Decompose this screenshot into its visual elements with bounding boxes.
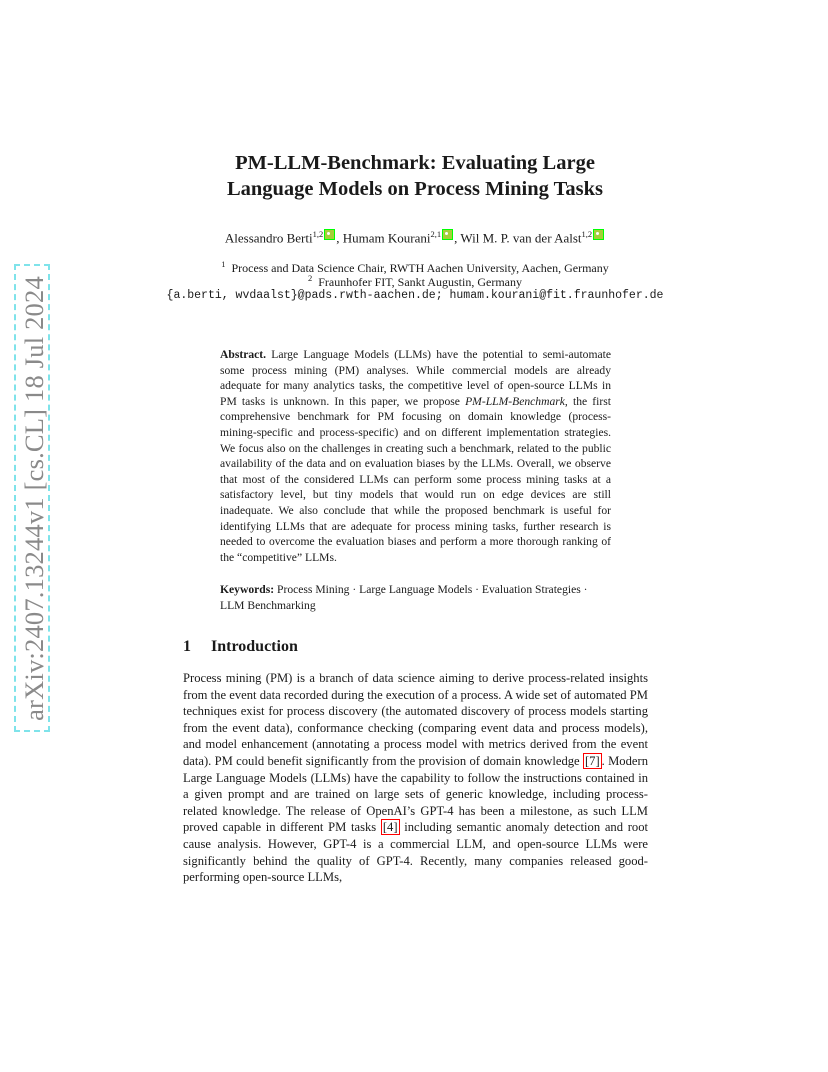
author-affil-sup: 2,1 [430, 229, 442, 239]
paper-title [150, 150, 680, 202]
title-line-2: Language Models on Process Mining Tasks [226, 178, 604, 200]
orcid-icon[interactable] [593, 229, 604, 240]
citation-link[interactable]: [4] [382, 820, 398, 835]
author-emails: {a.berti, wvdaalst}@pads.rwth-aachen.de; humam.kourani@fit.fraunhofer.de [166, 289, 664, 302]
benchmark-name: PM-LLM-Benchmark [465, 394, 565, 408]
section-number: 1 [183, 638, 191, 655]
section-title: Introduction [211, 638, 298, 655]
arxiv-id: arXiv:2407.13244v1 [cs.CL] 18 Jul 2024 [18, 275, 49, 721]
section-heading [183, 638, 298, 656]
orcid-icon[interactable] [442, 229, 453, 240]
keywords: Keywords: Process Mining · Large Language Models · Evaluation Strategies · LLM Benchmarking [220, 583, 588, 612]
abstract-label: Abstract. [220, 348, 267, 361]
citation-link[interactable]: [7] [584, 753, 600, 768]
arxiv-stamp [14, 263, 54, 733]
orcid-icon[interactable] [324, 229, 335, 240]
intro-paragraph: Process mining (PM) is a branch of data science aiming to derive process-related insights from the event data recorded during the execution of a process. A wide set of automated PM techniques exist for process discovery (the automated discovery of process models starting from the event data), conformance checking (comparing event data and process models), and model enhancement (annotating a process model with metrics derived from the event data). PM could benefit significantly from the provision of domain knowledge [7] . Modern Large Language Models (LLMs) have the capability to follow the instructions contained in a given prompt and are trained on large sets of generic knowledge, including process-related knowledge. The release of OpenAI’s GPT-4 has been a milestone, as such LLM proved capable in different PM tasks [4] including semantic anomaly detection and root cause analysis. However, GPT-4 is a commercial LLM, and open-source LLMs were significantly behind the quality of GPT-4. Recently, many companies released good-performing open-source LLMs, [183, 671, 648, 885]
title-line-1: PM-LLM-Benchmark: Evaluating Large [235, 152, 595, 174]
author-list: Alessandro Berti$^{1,2}$ , Humam Kourani$^{2,1}$ , Wil M. P. van der Aalst$^{1,2}$ [150, 229, 680, 246]
author-affil-sup: 1,2 [312, 229, 324, 239]
author-name: Wil M. P. van der Aalst [460, 230, 582, 246]
author-name: Humam Kourani [342, 230, 431, 246]
keywords-label: Keywords: [220, 583, 275, 596]
abstract: Abstract. Large Language Models (LLMs) have the potential to semi-automate some process mining (PM) analyses. While commercial models are already adequate for many analytics tasks, the competitive level of open-source LLMs in PM tasks is unknown. In this paper, we propose PM-LLM-Benchmark, the first comprehensive benchmark for PM focusing on domain knowledge (process-mining-specific and process-specific) and on different implementation strategies. We focus also on the challenges in creating such a benchmark, related to the public availability of the data and on evaluation biases by the LLMs. Overall, we observe that most of the considered LLMs can perform some process mining tasks at a satisfactory level, but tiny models that would run on edge devices are still inadequate. We also conclude that while the proposed benchmark is useful for identifying LLMs that are adequate for process mining tasks, further research is needed to overcome the evaluation biases and perform a more thorough ranking of the “competitive” LLMs. [220, 348, 611, 564]
author-name: Alessandro Berti [224, 230, 313, 246]
affiliation-1: $^1$ Process and Data Science Chair, RWTH Aachen University, Aachen, Germany [221, 259, 609, 275]
affiliation-2: $^2$ Fraunhofer FIT, Sankt Augustin, Germany [308, 273, 522, 289]
author-affil-sup: 1,2 [581, 229, 593, 239]
